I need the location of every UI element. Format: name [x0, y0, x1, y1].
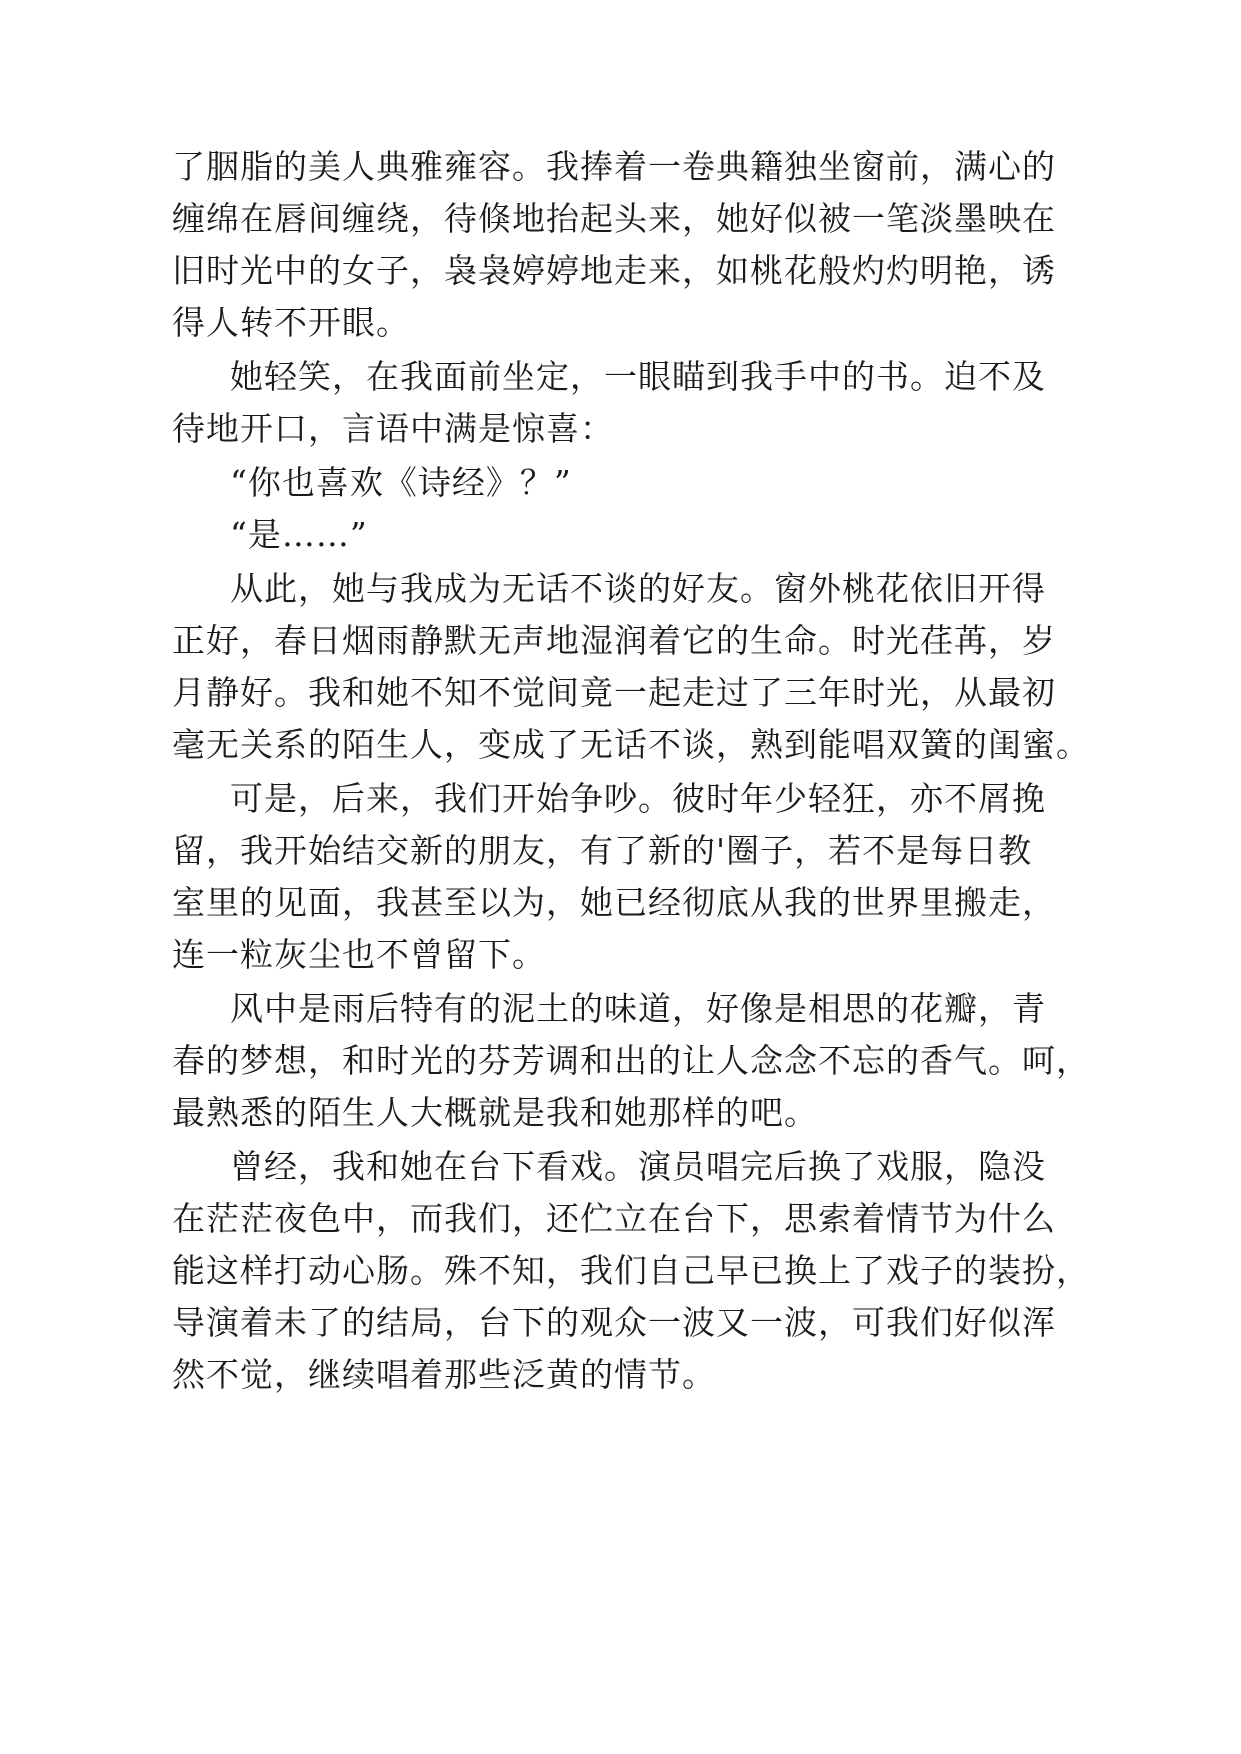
text-line: 可是，后来，我们开始争吵。彼时年少轻狂，亦不屑挽 — [230, 779, 1046, 818]
text-line: 连一粒灰尘也不曾留下。 — [172, 935, 546, 974]
text-line: 导演着未了的结局，台下的观众一波又一波，可我们好似浑 — [172, 1303, 1056, 1342]
text-line: 正好，春日烟雨静默无声地湿润着它的生命。时光荏苒，岁 — [172, 621, 1056, 660]
text-line: 风中是雨后特有的泥土的味道，好像是相思的花瓣，青 — [230, 989, 1046, 1028]
text-line: 春的梦想，和时光的芬芳调和出的让人念念不忘的香气。呵， — [172, 1041, 1090, 1080]
text-line: 毫无关系的陌生人，变成了无话不谈，熟到能唱双簧的闺蜜。 — [172, 725, 1090, 764]
text-line: “你也喜欢《诗经》？” — [230, 463, 572, 502]
text-line: “是……” — [230, 515, 368, 554]
text-line: 曾经，我和她在台下看戏。演员唱完后换了戏服，隐没 — [230, 1147, 1046, 1186]
text-line: 在茫茫夜色中，而我们，还伫立在台下，思索着情节为什么 — [172, 1199, 1056, 1238]
text-line: 月静好。我和她不知不觉间竟一起走过了三年时光，从最初 — [172, 673, 1056, 712]
text-line: 旧时光中的女子，袅袅婷婷地走来，如桃花般灼灼明艳，诱 — [172, 251, 1056, 290]
text-line: 然不觉，继续唱着那些泛黄的情节。 — [172, 1355, 716, 1394]
text-line: 缠绵在唇间缠绕，待倏地抬起头来，她好似被一笔淡墨映在 — [172, 199, 1056, 238]
text-line: 了胭脂的美人典雅雍容。我捧着一卷典籍独坐窗前，满心的 — [172, 147, 1056, 186]
text-line: 最熟悉的陌生人大概就是我和她那样的吧。 — [172, 1093, 818, 1132]
text-line: 从此，她与我成为无话不谈的好友。窗外桃花依旧开得 — [230, 569, 1046, 608]
text-line: 室里的见面，我甚至以为，她已经彻底从我的世界里搬走， — [172, 883, 1056, 922]
text-line: 能这样打动心肠。殊不知，我们自己早已换上了戏子的装扮， — [172, 1251, 1090, 1290]
text-line: 待地开口，言语中满是惊喜： — [172, 409, 614, 448]
text-line: 留，我开始结交新的朋友，有了新的'圈子，若不是每日教 — [172, 831, 1033, 870]
text-line: 得人转不开眼。 — [172, 303, 410, 342]
text-line: 她轻笑，在我面前坐定，一眼瞄到我手中的书。迫不及 — [230, 357, 1046, 396]
